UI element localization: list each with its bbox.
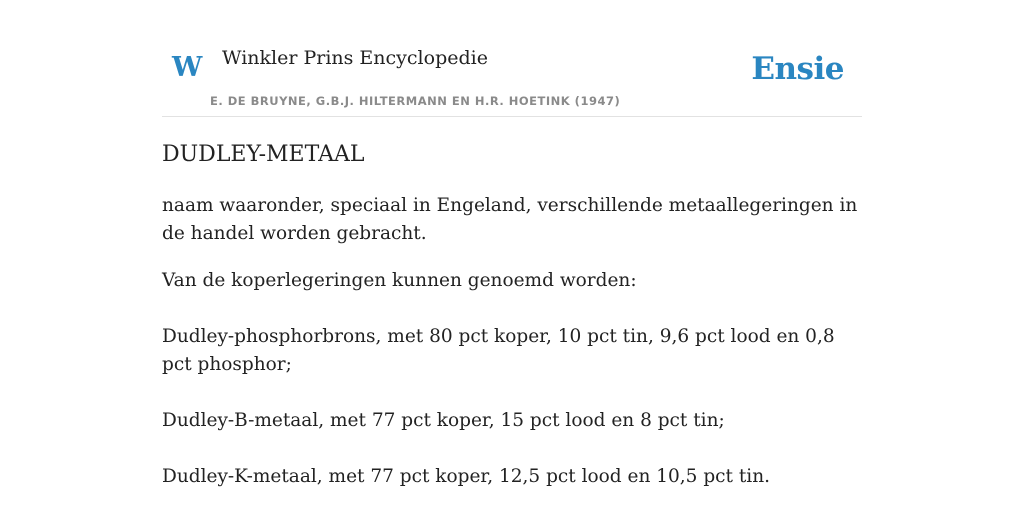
entry-paragraph: Van de koperlegeringen kunnen genoemd worden: [162, 270, 637, 291]
entry-paragraph: Dudley-B-metaal, met 77 pct koper, 15 pct lood en 8 pct tin; [162, 410, 725, 431]
encyclopedia-logo[interactable]: W [172, 52, 203, 83]
book-authors: E. DE BRUYNE, G.B.J. HILTERMANN EN H.R. HOETINK (1947) [210, 94, 621, 108]
header [162, 0, 862, 117]
entry-paragraph: Dudley-K-metaal, met 77 pct koper, 12,5 pct lood en 10,5 pct tin. [162, 466, 770, 487]
ensie-logo[interactable]: Ensie [751, 51, 844, 87]
entry-paragraph: naam waaronder, speciaal in Engeland, verschillende metaallegeringen in de handel worden gebracht. [162, 195, 858, 244]
page [162, 0, 862, 512]
entry-title: DUDLEY-METAAL [162, 142, 365, 167]
entry-paragraph: Dudley-phosphorbrons, met 80 pct koper, 10 pct tin, 9,6 pct lood en 0,8 pct phosphor; [162, 326, 835, 375]
book-title[interactable]: Winkler Prins Encyclopedie [222, 47, 488, 69]
